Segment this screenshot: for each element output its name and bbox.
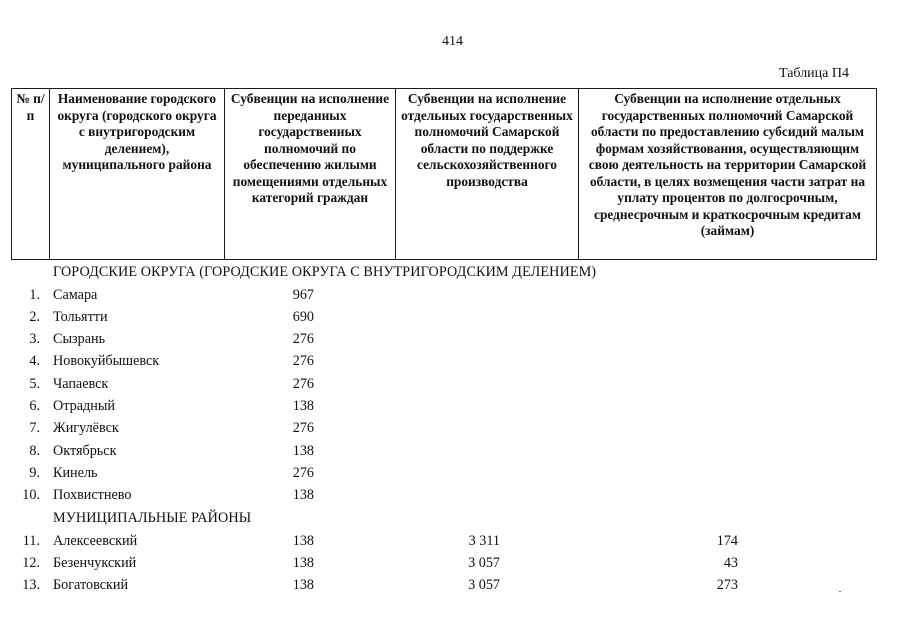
table-row [0, 376, 905, 398]
row-number: 12. [22, 555, 40, 571]
row-housing-value: 138 [292, 555, 314, 571]
row-agriculture-value: 3 311 [468, 533, 500, 549]
row-name: Кинель [53, 465, 98, 481]
row-number: 10. [22, 487, 40, 503]
row-housing-value: 138 [292, 577, 314, 593]
header-col-agriculture-subvention: Субвенции на исполнение отдельных государственных полномочий Самарской области по поддержке сельскохозяйственного производства [396, 89, 579, 259]
row-name: Богатовский [53, 577, 129, 593]
row-housing-value: 276 [292, 420, 314, 436]
row-number: 7. [29, 420, 40, 436]
row-name: Самара [53, 287, 98, 303]
table-row [0, 309, 905, 331]
table-row [0, 577, 905, 599]
row-number: 11. [22, 533, 40, 549]
row-agriculture-value: 3 057 [468, 555, 500, 571]
row-housing-value: 690 [292, 309, 314, 325]
row-housing-value: 967 [292, 287, 314, 303]
row-housing-value: 138 [292, 533, 314, 549]
row-agriculture-value: 3 057 [468, 577, 500, 593]
table-row [0, 331, 905, 353]
table-header [11, 88, 877, 260]
row-number: 3. [29, 331, 40, 347]
table-row [0, 487, 905, 509]
row-name: Алексеевский [53, 533, 138, 549]
header-col-small-business-subvention: Субвенции на исполнение отдельных государственных полномочий Самарской области по предоставлению субсидий малым формам хозяйствования, осуществляющим свою деятельность на территории Самарской области, в целях возмещения части затрат на уплату процентов по долгосрочным, среднесрочным и краткосрочным кредитам (займам) [588, 91, 867, 238]
row-name: Похвистнево [53, 487, 132, 503]
row-small-business-value: 273 [716, 577, 738, 593]
table-row [0, 533, 905, 555]
row-number: 8. [29, 443, 40, 459]
row-housing-value: 138 [292, 487, 314, 503]
row-number: 1. [29, 287, 40, 303]
row-small-business-value: 174 [716, 533, 738, 549]
row-housing-value: 276 [292, 353, 314, 369]
row-number: 4. [29, 353, 40, 369]
row-number: 5. [29, 376, 40, 392]
row-number: 9. [29, 465, 40, 481]
page-number: 414 [442, 34, 463, 49]
section-title-municipal-districts: МУНИЦИПАЛЬНЫЕ РАЙОНЫ [53, 510, 252, 526]
row-name: Чапаевск [53, 376, 109, 392]
header-col-name: Наименование городского округа (городского округа с внутригородским делением), муниципального района [50, 89, 225, 259]
row-name: Сызрань [53, 331, 106, 347]
row-housing-value: 138 [292, 398, 314, 414]
table-row [0, 420, 905, 442]
row-number: 13. [22, 577, 40, 593]
table-row [0, 287, 905, 309]
row-name: Безенчукский [53, 555, 137, 571]
row-small-business-value: 43 [723, 555, 738, 571]
row-name: Жигулёвск [53, 420, 119, 436]
table-row [0, 555, 905, 577]
row-name: Октябрьск [53, 443, 117, 459]
header-col-number: № п/п [12, 89, 50, 259]
table-row [0, 443, 905, 465]
table-row [0, 398, 905, 420]
row-housing-value: 276 [292, 376, 314, 392]
row-number: 6. [29, 398, 40, 414]
table-row [0, 465, 905, 487]
scan-speck [839, 591, 841, 592]
table-label: Таблица П4 [779, 66, 849, 81]
table-row [0, 353, 905, 375]
row-housing-value: 138 [292, 443, 314, 459]
row-name: Новокуйбышевск [53, 353, 160, 369]
row-name: Отрадный [53, 398, 115, 414]
section-title-city-districts: ГОРОДСКИЕ ОКРУГА (ГОРОДСКИЕ ОКРУГА С ВНУТРИГОРОДСКИМ ДЕЛЕНИЕМ) [53, 264, 597, 280]
row-housing-value: 276 [292, 465, 314, 481]
row-number: 2. [29, 309, 40, 325]
row-name: Тольятти [53, 309, 108, 325]
header-col-housing-subvention: Субвенции на исполнение переданных государственных полномочий по обеспечению жилыми помещениями отдельных категорий граждан [225, 89, 396, 259]
row-housing-value: 276 [292, 331, 314, 347]
